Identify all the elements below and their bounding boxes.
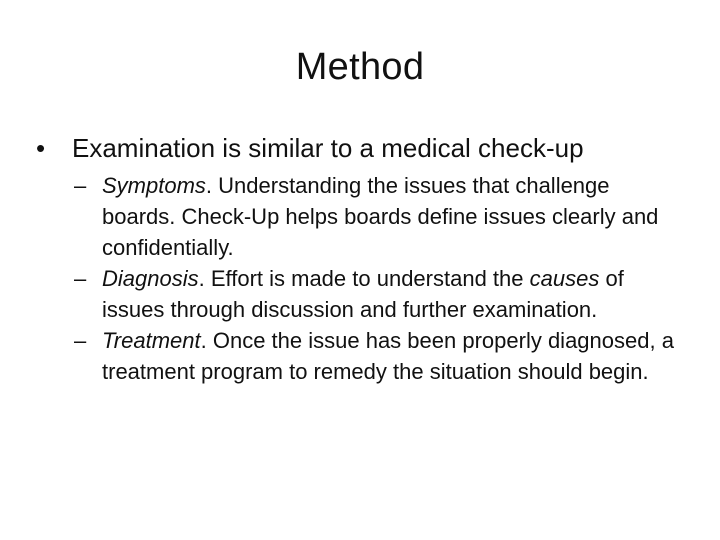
main-bullet [36, 128, 686, 168]
treatment-description: . Once the issue has been properly diagnosed, a treatment program to remedy the situation should begin. [102, 328, 674, 384]
dash-marker: – [74, 328, 87, 353]
symptoms-description: . Understanding the issues that challenge boards. Check-Up helps boards define issues clearly and confidentially. [102, 173, 659, 260]
diagnosis-description-part1: . Effort is made to understand the [198, 266, 530, 291]
term-symptoms: Symptoms [102, 173, 206, 198]
slide-title: Method [295, 46, 425, 88]
dash-marker: – [74, 173, 87, 198]
term-diagnosis: Diagnosis [102, 266, 199, 291]
term-treatment: Treatment [102, 328, 201, 353]
slide-content [36, 128, 686, 387]
sub-bullet-diagnosis [72, 263, 686, 325]
main-bullet-text: Examination is similar to a medical check-up [72, 133, 584, 163]
bullet-marker: • [36, 133, 46, 163]
sub-bullet-symptoms [72, 170, 686, 263]
sub-bullet-list [72, 170, 686, 387]
term-causes: causes [529, 266, 600, 291]
sub-bullet-treatment [72, 325, 686, 387]
diagnosis-description-part2: of issues through discussion and further examination. [102, 266, 624, 322]
dash-marker: – [74, 266, 87, 291]
